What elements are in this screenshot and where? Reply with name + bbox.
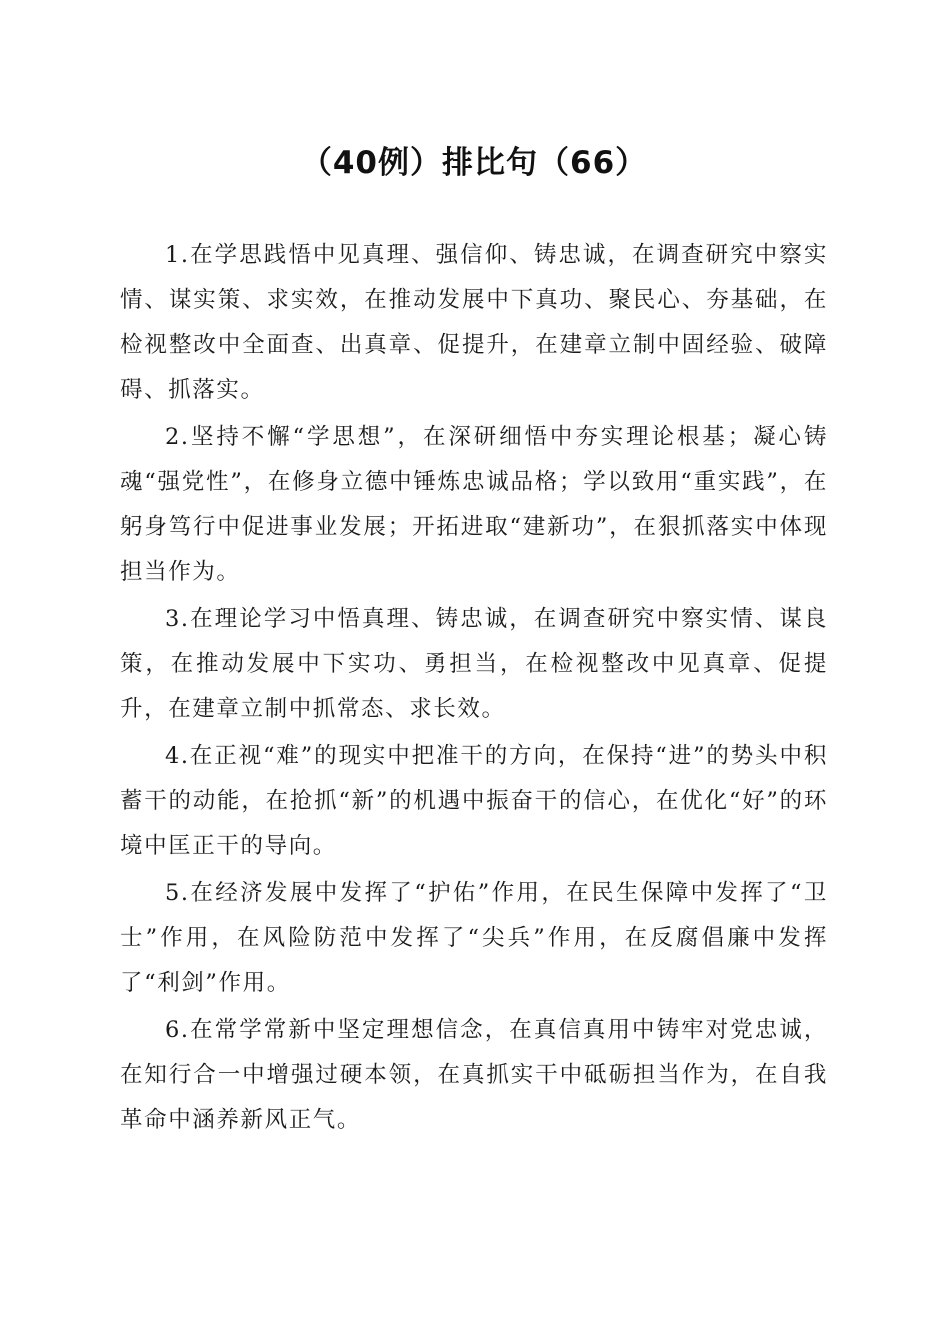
document-body (120, 233, 828, 1143)
paragraph-5: 5.在经济发展中发挥了“护佑”作用，在民生保障中发挥了“卫士”作用，在风险防范中发挥了“尖兵”作用，在反腐倡廉中发挥了“利剑”作用。 (120, 880, 828, 996)
paragraph-1: 1.在学思践悟中见真理、强信仰、铸忠诚，在调查研究中察实情、谋实策、求实效，在推动发展中下真功、聚民心、夯基础，在检视整改中全面查、出真章、促提升，在建章立制中固经验、破障碍、抓落实。 (120, 242, 828, 403)
paragraph-3: 3.在理论学习中悟真理、铸忠诚，在调查研究中察实情、谋良策，在推动发展中下实功、勇担当，在检视整改中见真章、促提升，在建章立制中抓常态、求长效。 (120, 606, 828, 722)
paragraph-4: 4.在正视“难”的现实中把准干的方向，在保持“进”的势头中积蓄干的动能，在抢抓“新”的机遇中振奋干的信心，在优化“好”的环境中匡正干的导向。 (120, 743, 828, 859)
paragraph-2: 2.坚持不懈“学思想”，在深研细悟中夯实理论根基；凝心铸魂“强党性”，在修身立德中锤炼忠诚品格；学以致用“重实践”，在躬身笃行中促进事业发展；开拓进取“建新功”，在狠抓落实中体现担当作为。 (120, 424, 828, 585)
page-title: （40例）排比句（66） (300, 145, 648, 181)
paragraph-6: 6.在常学常新中坚定理想信念，在真信真用中铸牢对党忠诚，在知行合一中增强过硬本领，在真抓实干中砥砺担当作为，在自我革命中涵养新风正气。 (120, 1017, 828, 1133)
